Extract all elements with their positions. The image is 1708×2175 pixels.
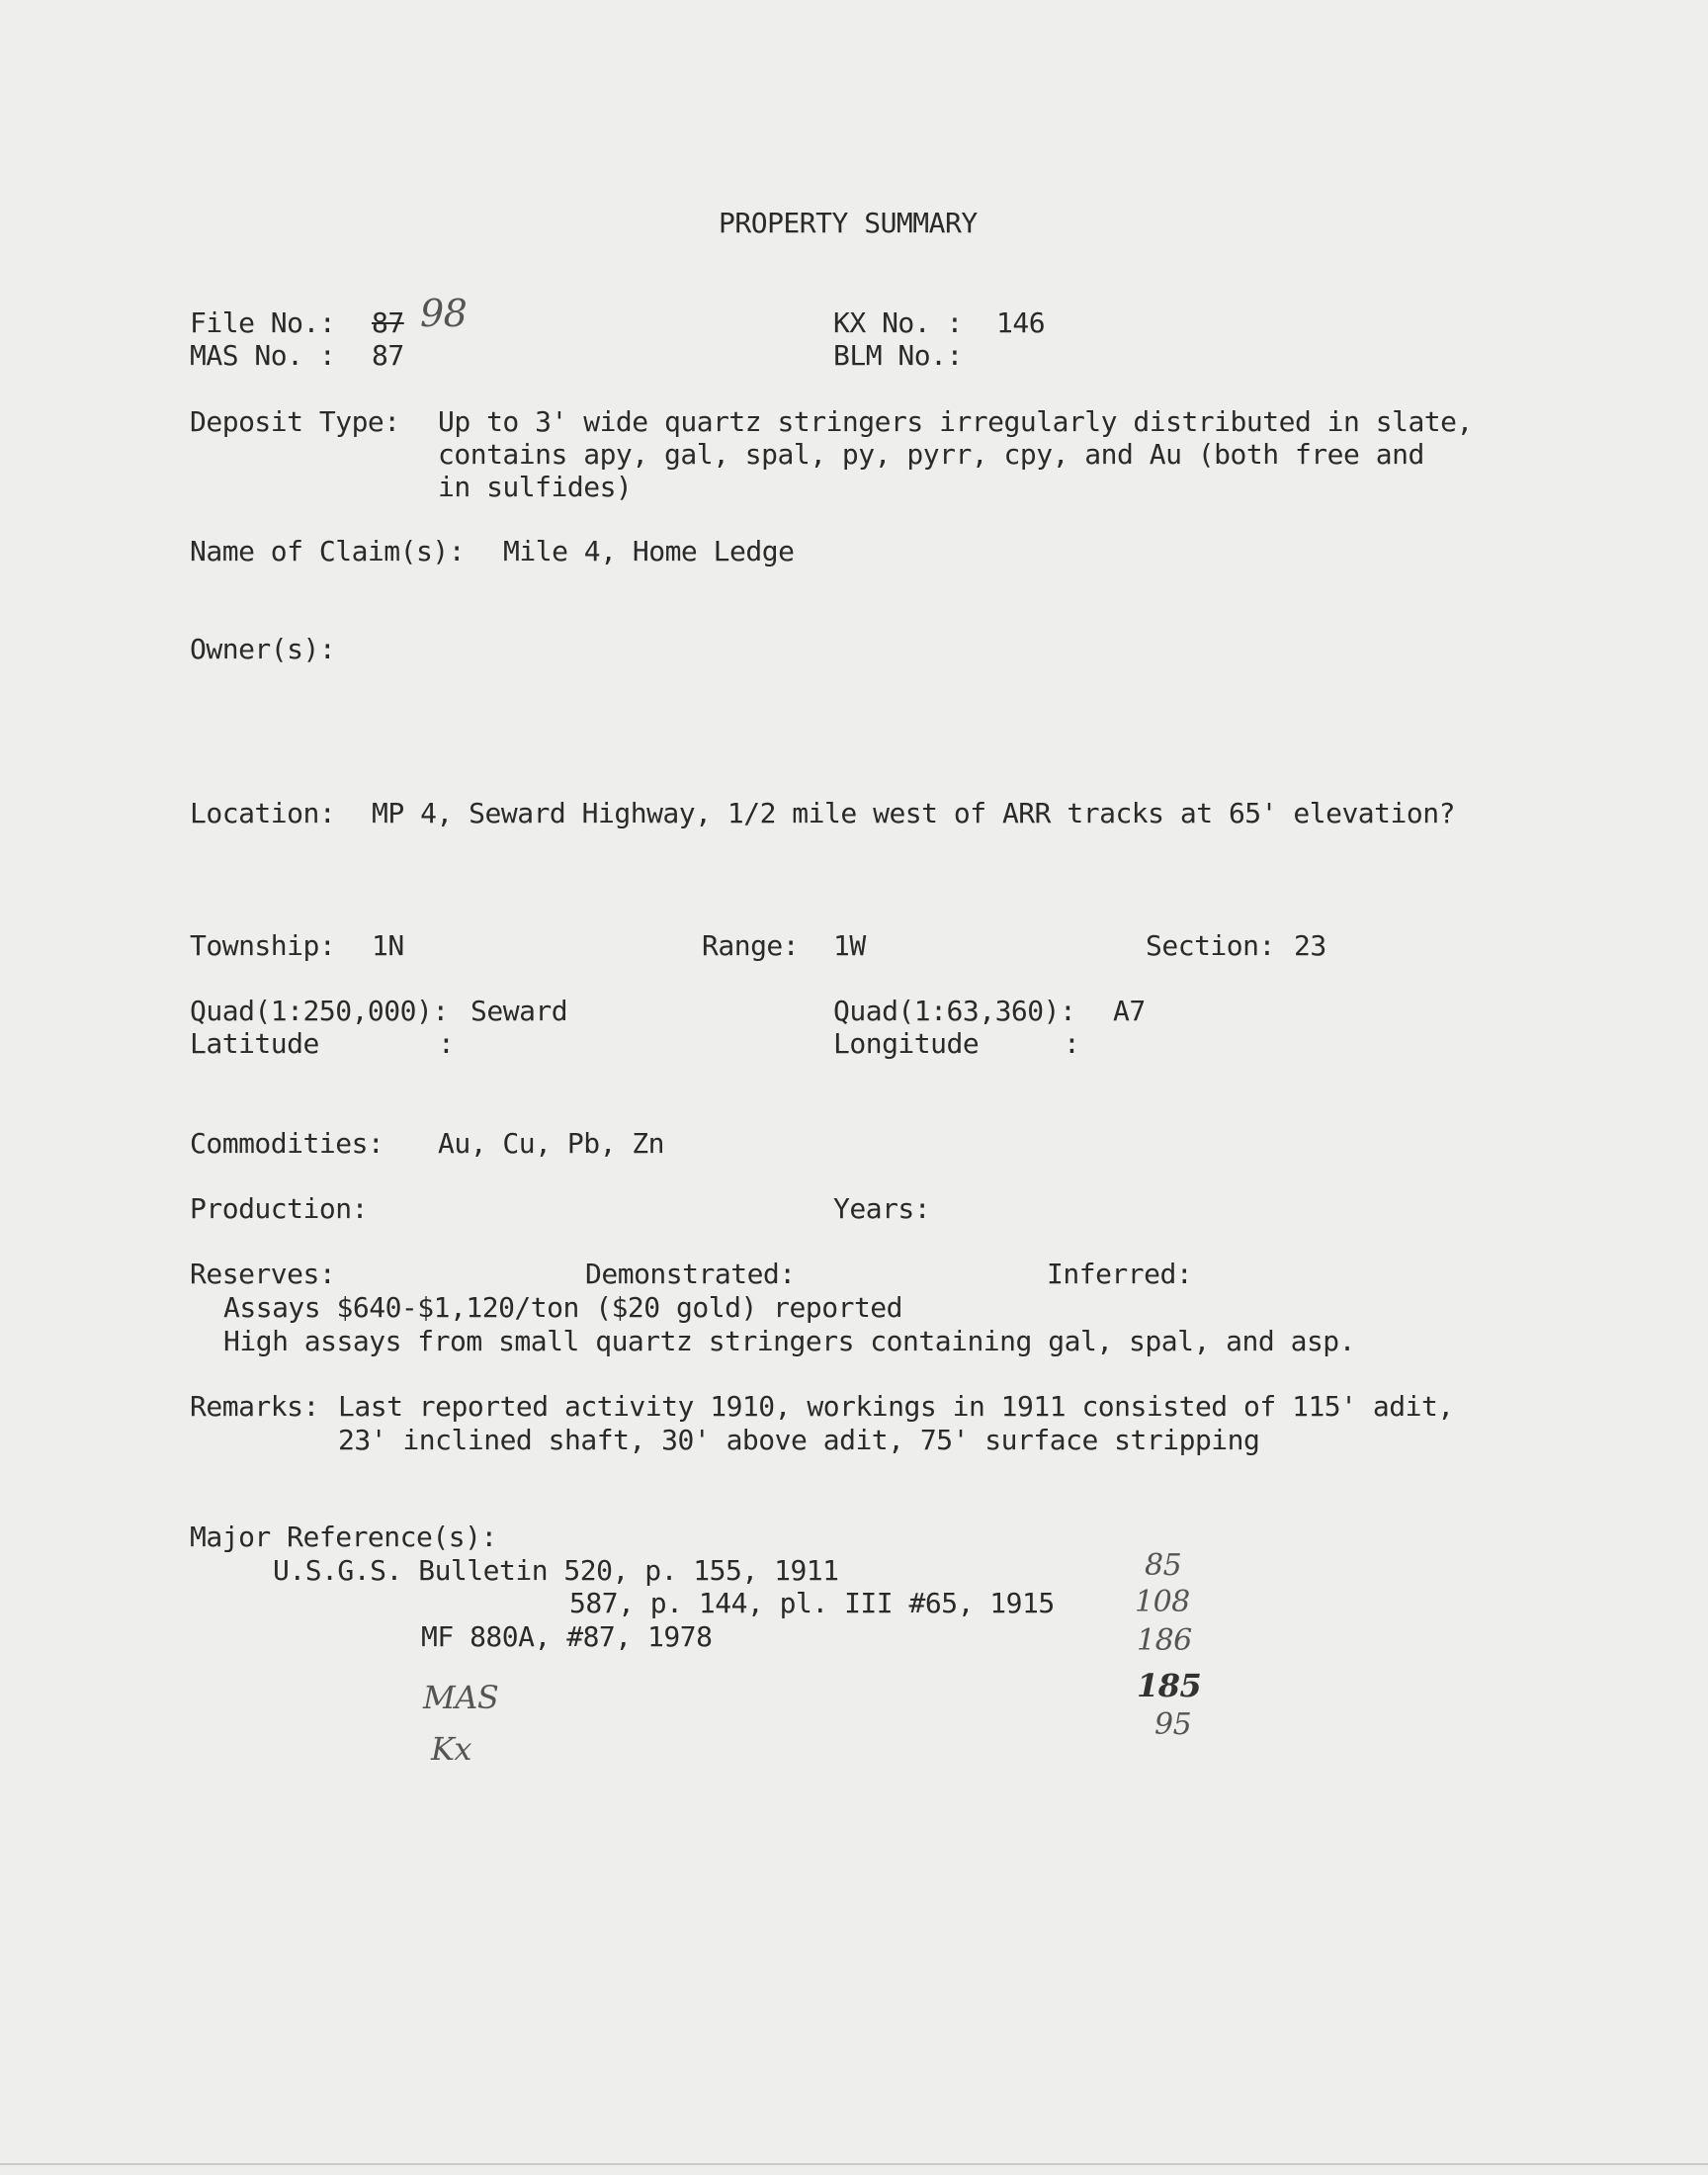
deposit-type-label: Deposit Type: [190, 405, 400, 438]
reference-line: U.S.G.S. Bulletin 520, p. 155, 1911 [273, 1554, 839, 1587]
file-no-handwritten-value: 98 [420, 292, 468, 335]
handwritten-kx-note: Kx [431, 1730, 471, 1768]
remarks-label: Remarks: [190, 1390, 319, 1423]
deposit-type-line: contains apy, gal, spal, py, pyrr, cpy, and Au (both free and [438, 438, 1424, 471]
township-label: Township: [190, 929, 336, 962]
reserves-line: High assays from small quartz stringers containing gal, spal, and asp. [223, 1325, 1356, 1357]
latitude-label: Latitude [190, 1027, 319, 1060]
production-label: Production: [190, 1192, 368, 1225]
quad-63-label: Quad(1:63,360): [833, 995, 1076, 1027]
deposit-type-line: in sulfides) [438, 471, 633, 503]
location-label: Location: [190, 797, 336, 829]
range-value: 1W [833, 929, 866, 962]
section-label: Section: [1146, 929, 1275, 962]
handwritten-ref-page: 186 [1137, 1623, 1192, 1658]
reference-line: 587, p. 144, pl. III #65, 1915 [569, 1587, 1055, 1619]
commodities-label: Commodities: [190, 1127, 384, 1160]
handwritten-ref-page: 85 [1145, 1548, 1182, 1583]
quad-250-label: Quad(1:250,000): [190, 995, 449, 1027]
reserves-label: Reserves: [190, 1258, 336, 1290]
location-value: MP 4, Seward Highway, 1/2 mile west of ARR tracks at 65' elevation? [372, 797, 1455, 829]
handwritten-ref-page: 95 [1154, 1707, 1192, 1742]
section-value: 23 [1294, 929, 1326, 962]
claims-value: Mile 4, Home Ledge [503, 535, 795, 567]
quad-250-value: Seward [470, 995, 568, 1027]
owners-label: Owner(s): [190, 633, 336, 665]
blm-no-label: BLM No.: [833, 339, 963, 372]
page-title: PROPERTY SUMMARY [719, 207, 978, 239]
longitude-separator: : [1064, 1027, 1080, 1060]
handwritten-ref-page: 185 [1137, 1667, 1202, 1704]
mas-no-value: 87 [372, 339, 404, 372]
reference-line: MF 880A, #87, 1978 [421, 1620, 713, 1653]
years-label: Years: [833, 1192, 931, 1225]
file-no-label: File No.: [190, 306, 336, 339]
handwritten-ref-page: 108 [1135, 1585, 1190, 1619]
latitude-separator: : [438, 1027, 455, 1060]
longitude-label: Longitude [833, 1027, 980, 1060]
handwritten-mas-note: MAS [423, 1679, 499, 1716]
township-value: 1N [372, 929, 404, 962]
kx-no-label: KX No. : [833, 306, 963, 339]
reserves-line: Assays $640-$1,120/ton ($20 gold) reported [223, 1291, 903, 1324]
remarks-line: 23' inclined shaft, 30' above adit, 75' surface stripping [338, 1424, 1260, 1456]
reserves-inferred-label: Inferred: [1047, 1258, 1193, 1290]
commodities-value: Au, Cu, Pb, Zn [438, 1127, 665, 1160]
reserves-demonstrated-label: Demonstrated: [585, 1258, 796, 1290]
range-label: Range: [702, 929, 800, 962]
file-no-struck-value: 87 [372, 306, 404, 339]
remarks-line: Last reported activity 1910, workings in 1911 consisted of 115' adit, [338, 1390, 1454, 1423]
quad-63-value: A7 [1113, 995, 1146, 1027]
claims-label: Name of Claim(s): [190, 535, 466, 567]
references-label: Major Reference(s): [190, 1521, 497, 1553]
deposit-type-line: Up to 3' wide quartz stringers irregularly distributed in slate, [438, 405, 1473, 438]
kx-no-value: 146 [996, 306, 1046, 339]
mas-no-label: MAS No. : [190, 339, 336, 372]
